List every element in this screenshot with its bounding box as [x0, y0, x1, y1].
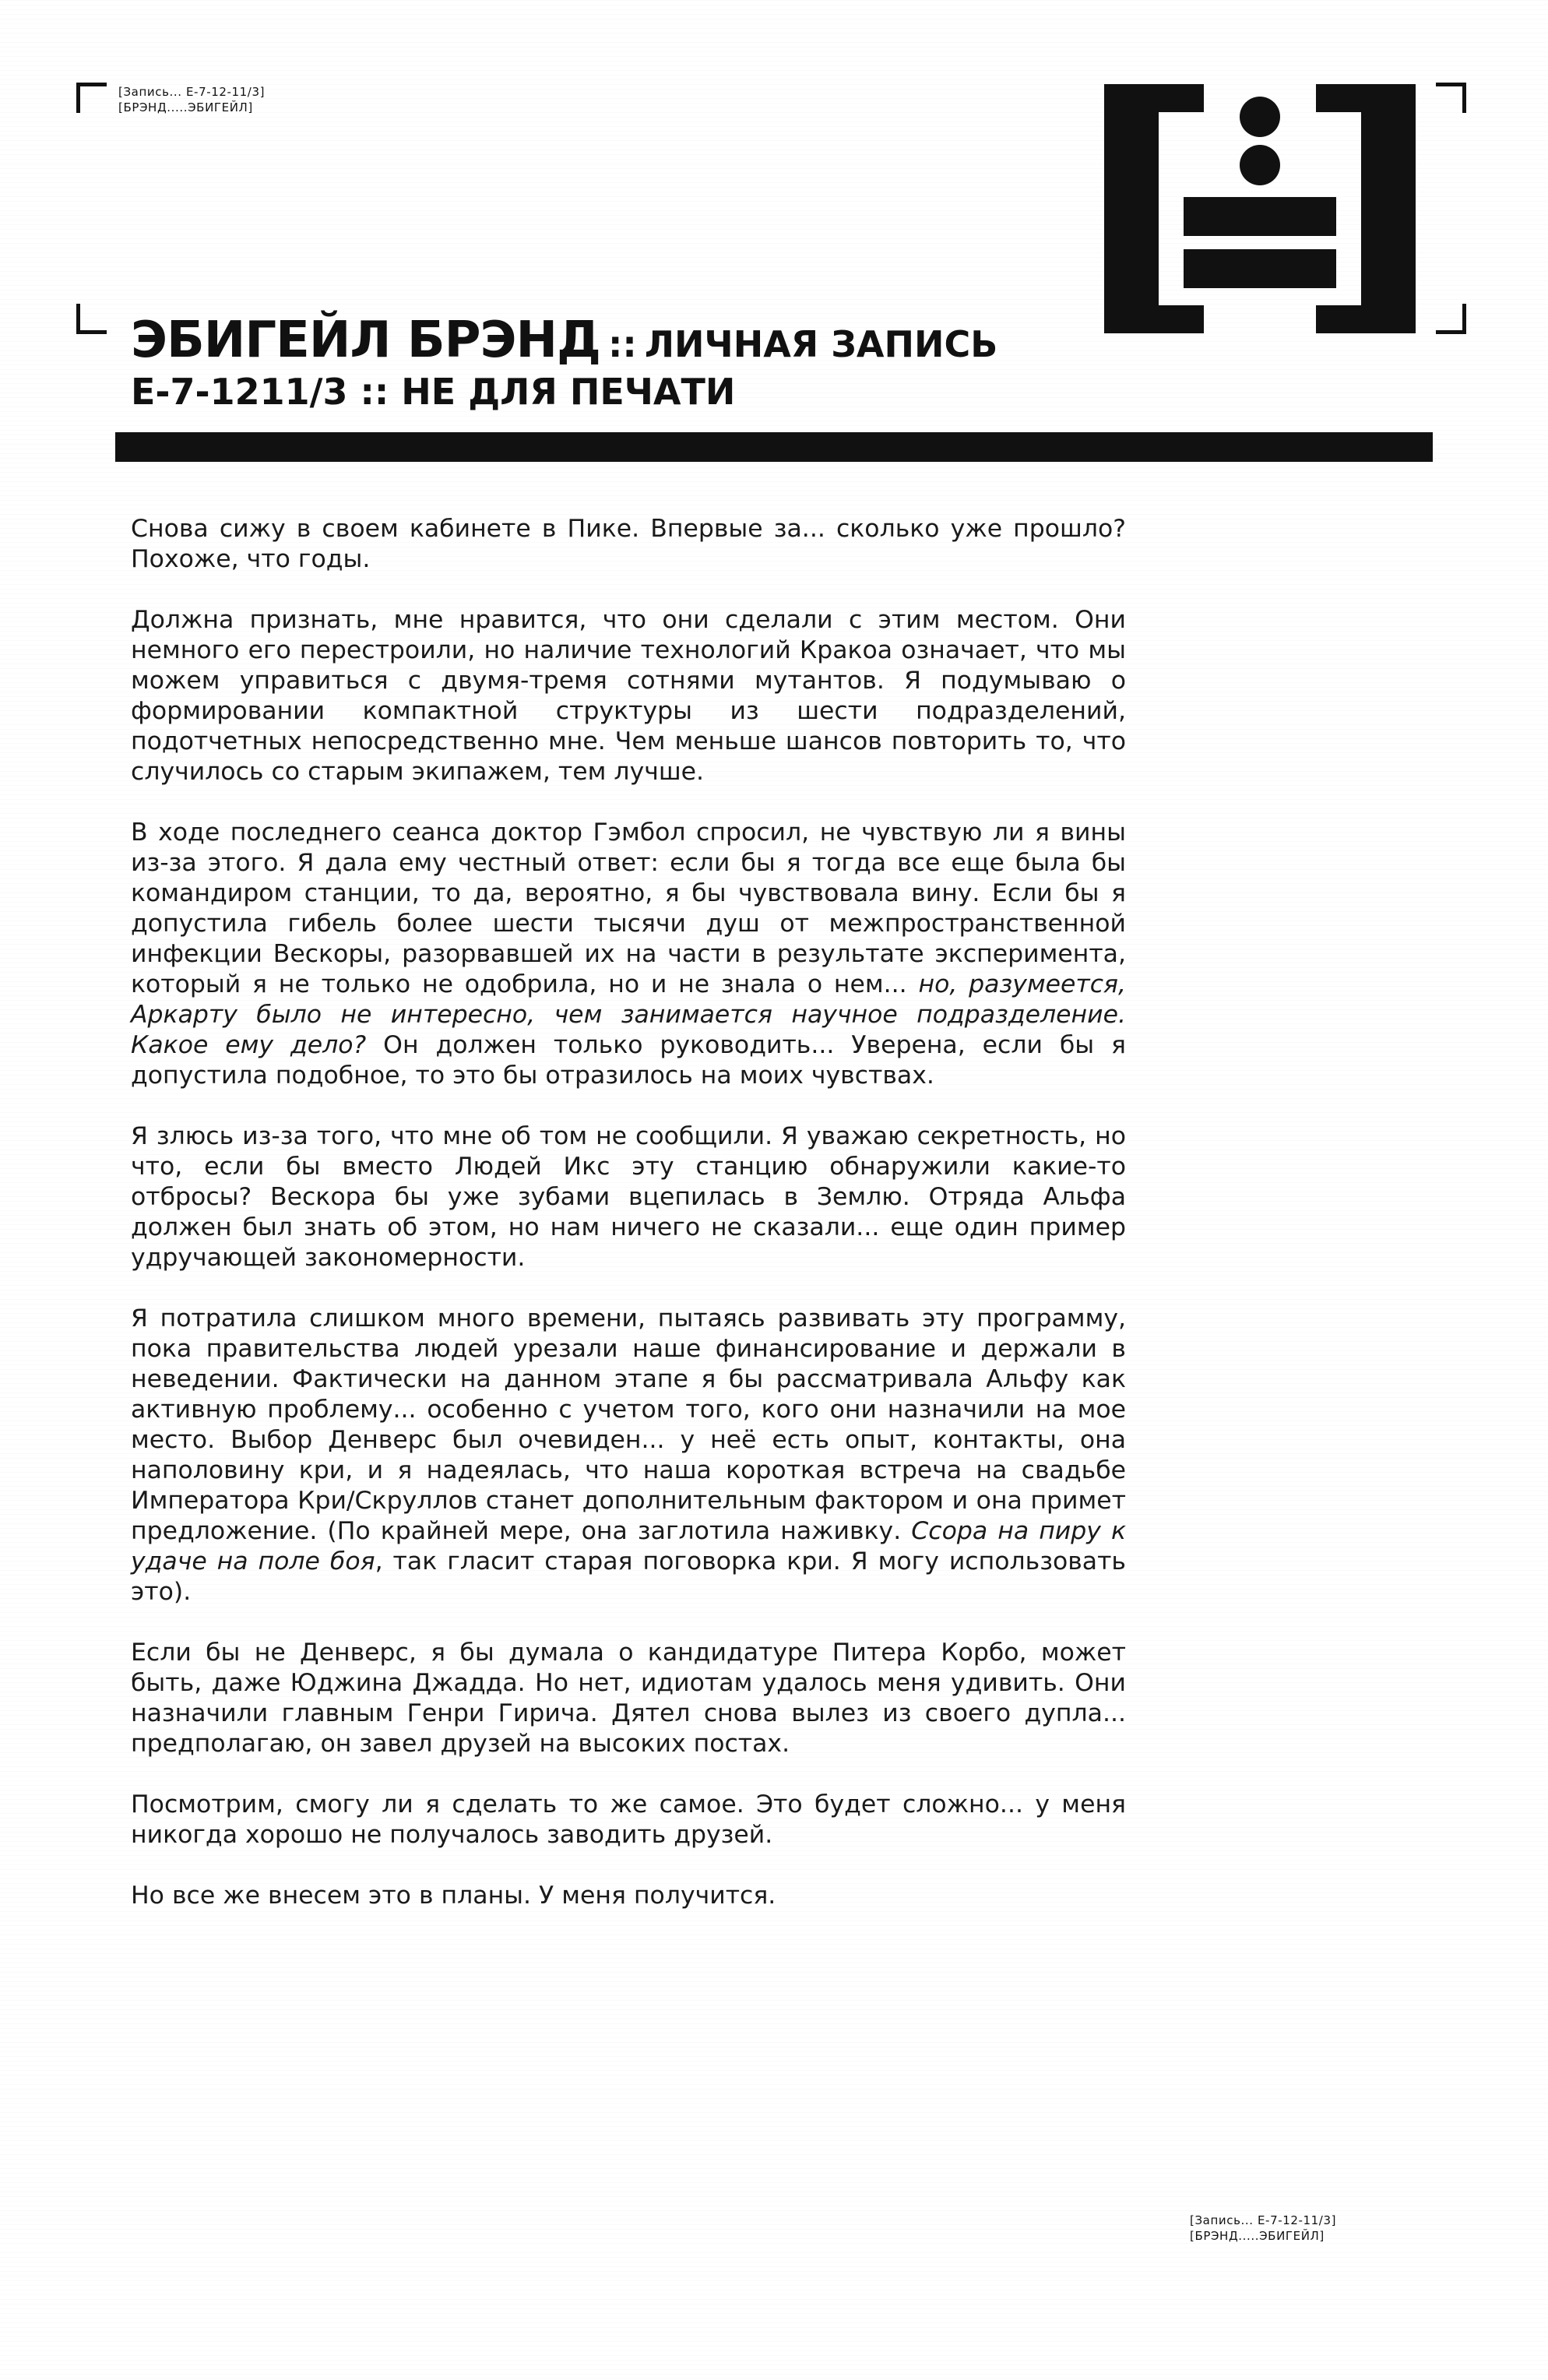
paragraph-5	[131, 1304, 1126, 1607]
paragraph-7: Посмотрим, смогу ли я сделать то же самое. Это будет сложно... у меня никогда хорошо не получалось заводить друзей.	[131, 1790, 1126, 1849]
corner-bracket-top-right	[1436, 83, 1466, 113]
record-tag-bottom	[1190, 2213, 1336, 2244]
title-separator: ::	[608, 323, 637, 365]
paragraph-4: Я злюсь из-за того, что мне об том не сообщили. Я уважаю секретность, но что, если бы вместо Людей Икс эту станцию обнаружили какие-то отбросы? Вескора бы уже зубами вцепилась в Землю. Отряда Альфа должен был знать об этом, но нам ничего не сказали... еще один пример удручающей закономерности.	[131, 1122, 1126, 1272]
paragraph-5-part-a: Я потратила слишком много времени, пытаясь развивать эту программу, пока правительства людей урезали наше финансирование и держали в неведении. Фактически на данном этапе я бы рассматривала Альфу как активную проблему... особенно с учетом того, кого они назначили на мое место. Выбор Денверс был очевиден... у неё есть опыт, контакты, она наполовину кри, и я надеялась, что наша короткая встреча на свадьбе Императора Кри/Скруллов станет дополнительным фактором и она примет предложение. (По крайней мере, она заглотила наживку.	[131, 1304, 1126, 1545]
corner-bracket-bottom-left	[76, 304, 107, 334]
corner-bracket-top-left	[76, 83, 107, 113]
paragraph-3-part-a: В ходе последнего сеанса доктор Гэмбол спросил, не чувствую ли я вины из-за этого. Я дала ему честный ответ: если бы я тогда все еще была бы командиром станции, то да, вероятно, я бы чувствовала вину. Если бы я допустила гибель более шести тысячи душ от межпространственной инфекции Вескоры, разорвавшей их на части в результате эксперимента, который я не только не одобрила, но и не знала о нем...	[131, 819, 1126, 998]
corner-bracket-bottom-right	[1436, 304, 1466, 334]
sword-division-logo-icon	[1104, 84, 1416, 333]
paragraph-3	[131, 818, 1126, 1091]
subtitle-separator: ::	[360, 371, 389, 413]
title-name: ЭБИГЕЙЛ БРЭНД	[131, 312, 601, 369]
paragraph-3-part-b: Он должен только руководить... Уверена, если бы я допустила подобное, то это бы отразилось на моих чувствах.	[131, 1031, 1126, 1090]
title-subtitle: ЛИЧНАЯ ЗАПИСЬ	[644, 323, 998, 365]
record-tag-line2: [БРЭНД.....ЭБИГЕЙЛ]	[1190, 2229, 1325, 2243]
record-tag-line1: [Запись... Е-7-12-11/3]	[1190, 2213, 1337, 2227]
document-subtitle	[131, 371, 735, 413]
header-rule	[115, 432, 1433, 462]
paragraph-3-italic: но, разумеется, Аркарту было не интересно, чем занимается научное подразделение. Какое ему дело?	[131, 970, 1127, 1059]
not-for-print-stamp: НЕ ДЛЯ ПЕЧАТИ	[401, 371, 736, 413]
document-title	[131, 312, 997, 369]
paragraph-6: Если бы не Денверс, я бы думала о кандидатуре Питера Корбо, может быть, даже Юджина Джадда. Но нет, идиотам удалось меня удивить. Они назначили главным Генри Гирича. Дятел снова вылез из своего дупла... предполагаю, он завел друзей на высоких постах.	[131, 1639, 1126, 1758]
paragraph-2: Должна признать, мне нравится, что они сделали с этим местом. Они немного его перестроили, но наличие технологий Кракоа означает, что мы можем управиться с двумя-тремя сотнями мутантов. Я подумываю о формировании компактной структуры из шести подразделений, подотчетных непосредственно мне. Чем меньше шансов повторить то, что случилось со старым экипажем, тем лучше.	[131, 606, 1126, 786]
record-id: Е-7-1211/3	[131, 371, 348, 413]
log-entry-body	[131, 514, 1126, 1911]
paragraph-1: Снова сижу в своем кабинете в Пике. Впервые за... сколько уже прошло? Похоже, что годы.	[131, 515, 1126, 573]
paragraph-5-italic: Ссора на пиру к удаче на поле боя	[131, 1517, 1127, 1576]
paragraph-5-part-b: , так гласит старая поговорка кри. Я могу использовать это).	[131, 1547, 1126, 1606]
record-tag-line2: [БРЭНД.....ЭБИГЕЙЛ]	[118, 100, 253, 114]
record-tag-line1: [Запись... Е-7-12-11/3]	[118, 85, 266, 99]
paragraph-8: Но все же внесем это в планы. У меня получится.	[131, 1882, 776, 1910]
record-tag-top	[118, 84, 265, 115]
